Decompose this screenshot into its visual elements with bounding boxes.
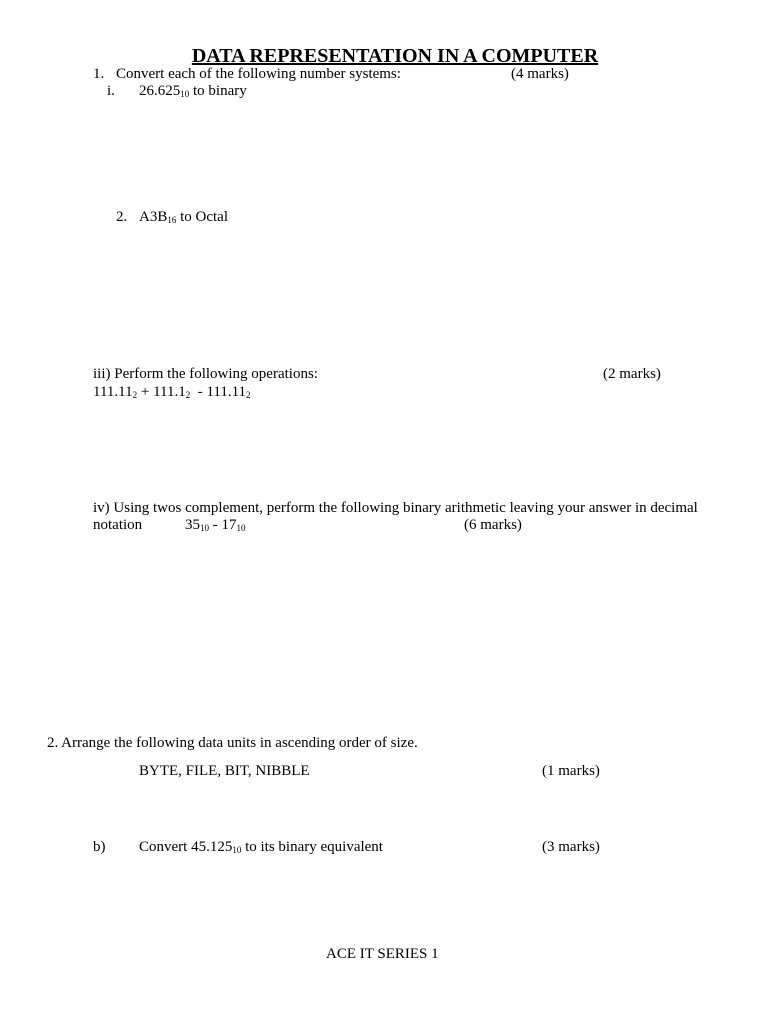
- q1-iv-marks: (6 marks): [464, 517, 522, 533]
- q1-i-text: $26.625_{10}$ to binary: [139, 83, 247, 99]
- q2-b-text: Convert $45.125_{10}$ to its binary equivalent: [139, 839, 383, 855]
- q1-number: 1.: [93, 66, 105, 82]
- q1-iv-text: iv) Using twos complement, perform the following binary arithmetic leaving your answer in decimal: [93, 500, 698, 516]
- page-title: DATA REPRESENTATION IN A COMPUTER: [191, 45, 599, 67]
- q1-iii-marks: (2 marks): [603, 366, 661, 382]
- q1-marks: (4 marks): [511, 66, 569, 82]
- q1-iv-notation: notation: [93, 517, 143, 533]
- q2-units: BYTE, FILE, BIT, NIBBLE: [139, 763, 310, 779]
- q2-text: 2. Arrange the following data units in ascending order of size.: [47, 735, 418, 751]
- q1-iv-expression: $35_{10} - 17_{10}$: [185, 517, 246, 533]
- q2-marks: (1 marks): [542, 763, 600, 779]
- q1-ii-number: 2.: [116, 209, 128, 225]
- page-footer: ACE IT SERIES 1: [326, 946, 439, 962]
- q1-ii-text: $A3B_{16}$ to Octal: [139, 209, 228, 225]
- q1-iii-expression: $111.11_2 + 111.1_2 - 111.11_2$: [93, 384, 251, 400]
- q1-text: Convert each of the following number systems:: [116, 66, 401, 82]
- q1-iii-text: iii) Perform the following operations:: [93, 366, 318, 382]
- q2-b-label: b): [93, 839, 106, 855]
- q2-b-marks: (3 marks): [542, 839, 600, 855]
- q1-i-number: i.: [107, 83, 115, 99]
